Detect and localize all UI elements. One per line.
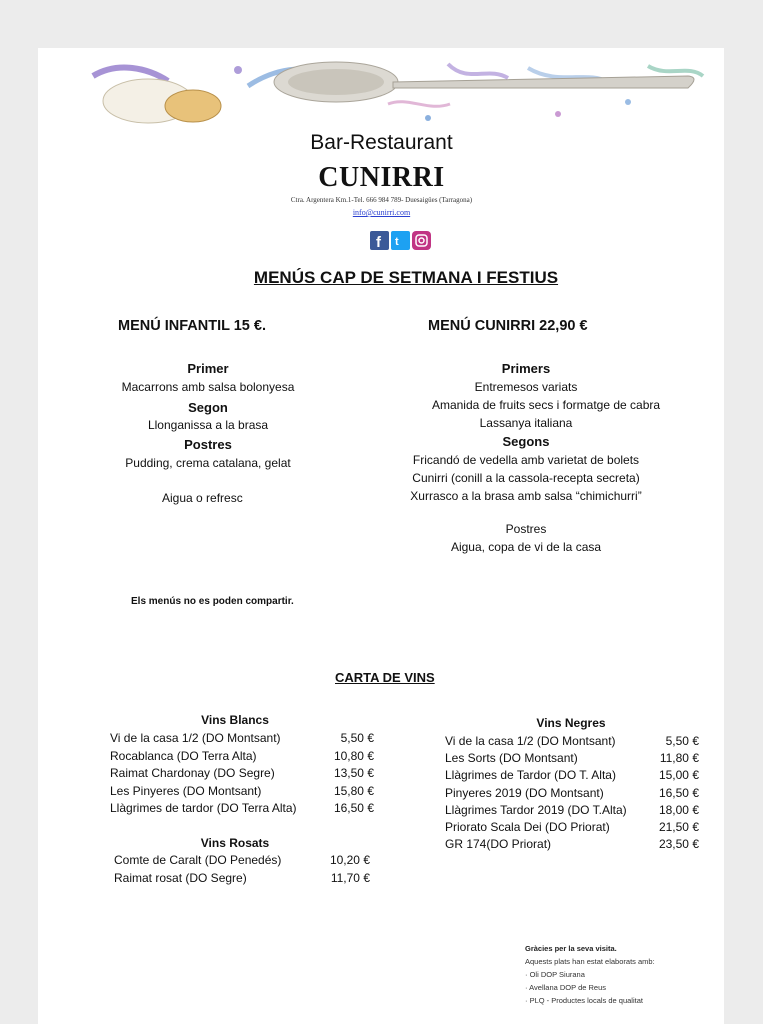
wine-name: Les Sorts (DO Montsant)	[445, 751, 578, 766]
restaurant-address: Ctra. Argentera Km.1-Tel. 666 984 789- Duesaigües (Tarragona)	[290, 196, 473, 204]
wine-row	[110, 801, 374, 819]
wine-row	[110, 731, 374, 749]
wine-price: 16,50 €	[658, 785, 699, 800]
restaurant-brand: CUNIRRI	[318, 162, 445, 193]
vins-negres-list	[445, 734, 699, 854]
cunirri-segon-item: Xurrasco a la brasa amb salsa “chimichurri”	[410, 489, 642, 503]
wine-price: 5,50 €	[665, 734, 699, 748]
wine-row	[110, 784, 374, 802]
wine-price: 10,80 €	[333, 748, 374, 763]
footer-item: · PLQ - Productes locals de qualitat	[525, 996, 643, 1005]
cunirri-segon-item: Cunirri (conill a la cassola-recepta secreta)	[412, 471, 640, 485]
vins-blancs-list	[110, 731, 374, 819]
wine-row	[445, 786, 699, 803]
instagram-icon[interactable]	[412, 231, 431, 250]
wine-row	[445, 768, 699, 785]
wine-name: Llàgrimes de tardor (DO Terra Alta)	[110, 801, 297, 815]
wine-price: 11,80 €	[659, 751, 699, 766]
wine-name: Raimat Chardonay (DO Segre)	[110, 766, 275, 780]
cunirri-drink: Aigua, copa de vi de la casa	[450, 540, 602, 554]
footer-thanks: Gràcies per la seva visita.	[525, 944, 617, 953]
cunirri-segon-item: Fricandó de vedella amb varietat de bolets	[412, 453, 640, 467]
wine-price: 23,50 €	[658, 837, 699, 852]
wine-name: Les Pinyeres (DO Montsant)	[110, 783, 262, 798]
wine-price: 21,50 €	[658, 819, 699, 834]
sharing-note: Els menús no es poden compartir.	[131, 596, 294, 607]
wine-row	[110, 749, 374, 767]
infantil-segon-label: Segon	[188, 400, 228, 415]
facebook-icon[interactable]	[370, 231, 389, 250]
wine-name: Llàgrimes de Tardor (DO T. Alta)	[445, 768, 616, 783]
vins-blancs-title: Vins Blancs	[201, 713, 269, 727]
cunirri-primers-label: Primers	[501, 361, 551, 376]
wine-price: 10,20 €	[329, 853, 370, 867]
wine-row	[445, 734, 699, 751]
cunirri-primer-item: Amanida de fruits secs i formatge de cabra	[431, 398, 661, 412]
spoon-banner-illustration	[88, 56, 708, 130]
wine-row	[445, 803, 699, 820]
wine-price: 15,00 €	[658, 768, 699, 783]
menus-heading: MENÚS CAP DE SETMANA I FESTIUS	[253, 268, 559, 287]
infantil-primer-label: Primer	[187, 361, 229, 376]
wine-row	[114, 871, 370, 889]
social-links	[370, 231, 431, 251]
wine-price: 5,50 €	[340, 731, 374, 745]
svg-text:t: t	[395, 236, 399, 248]
wine-row	[114, 853, 370, 871]
vins-negres-title: Vins Negres	[536, 716, 606, 730]
vins-rosats-title: Vins Rosats	[200, 836, 270, 850]
wine-row	[110, 766, 374, 784]
wine-row	[445, 820, 699, 837]
wine-name: Llàgrimes Tardor 2019 (DO T.Alta)	[445, 802, 627, 817]
infantil-postres-label: Postres	[184, 437, 232, 452]
footer-intro: Aquests plats han estat elaborats amb:	[525, 957, 655, 966]
cunirri-segons-label: Segons	[502, 434, 550, 449]
menu-infantil-title: MENÚ INFANTIL 15 €.	[118, 318, 266, 334]
wine-name: Pinyeres 2019 (DO Montsant)	[445, 785, 604, 800]
wine-name: Comte de Caralt (DO Penedés)	[114, 853, 282, 867]
twitter-icon[interactable]	[391, 231, 410, 250]
vins-rosats-list	[114, 853, 370, 888]
wine-price: 13,50 €	[333, 766, 374, 780]
email-link[interactable]: info@cunirri.com	[352, 208, 411, 217]
wine-list-heading: CARTA DE VINS	[335, 670, 435, 685]
footer-item: · Oli DOP Siurana	[525, 970, 585, 979]
wine-row	[445, 751, 699, 768]
cunirri-primer-item: Lassanya italiana	[479, 416, 573, 430]
wine-name: Priorato Scala Dei (DO Priorat)	[445, 819, 610, 834]
infantil-primer-item: Macarrons amb salsa bolonyesa	[121, 380, 295, 394]
wine-price: 15,80 €	[333, 783, 374, 798]
wine-name: Vi de la casa 1/2 (DO Montsant)	[445, 734, 616, 748]
cunirri-postres: Postres	[505, 522, 547, 536]
footer-item: · Avellana DOP de Reus	[525, 983, 607, 992]
wine-name: Raimat rosat (DO Segre)	[114, 870, 247, 885]
wine-price: 16,50 €	[333, 801, 374, 815]
svg-text:f: f	[376, 234, 381, 250]
restaurant-type: Bar-Restaurant	[310, 131, 453, 154]
wine-row	[445, 837, 699, 854]
wine-name: Rocablanca (DO Terra Alta)	[110, 748, 257, 763]
infantil-drink: Aigua o refresc	[162, 491, 243, 505]
infantil-segon-item: Llonganissa a la brasa	[147, 418, 269, 432]
menu-cunirri-title: MENÚ CUNIRRI 22,90 €	[428, 318, 588, 334]
cunirri-primer-item: Entremesos variats	[474, 380, 578, 394]
wine-price: 18,00 €	[658, 802, 699, 817]
infantil-postres-item: Pudding, crema catalana, gelat	[125, 456, 291, 470]
wine-name: GR 174(DO Priorat)	[445, 837, 552, 852]
wine-name: Vi de la casa 1/2 (DO Montsant)	[110, 731, 281, 745]
wine-price: 11,70 €	[330, 870, 370, 885]
